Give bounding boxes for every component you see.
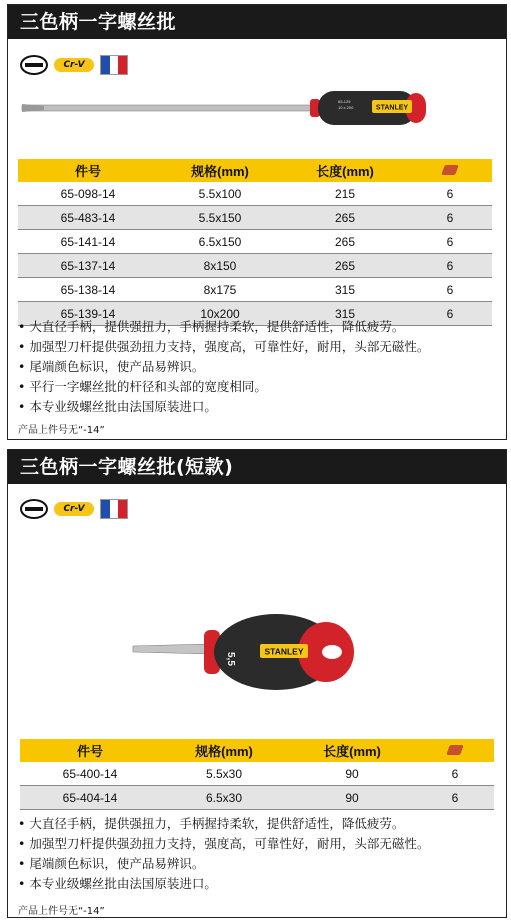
spec-cell: 5.5x150 (158, 206, 282, 230)
feature-list (18, 317, 429, 417)
spec-cell: 6.5x30 (160, 786, 288, 810)
spec-table (20, 739, 494, 810)
feature-item: • 平行一字螺丝批的杆径和头部的宽度相同。 (18, 377, 429, 397)
tool-marking-2: 10 x 200 (338, 105, 354, 110)
material-badge: Cr-V (54, 58, 94, 72)
feature-item: • 本专业级螺丝批由法国原装进口。 (18, 397, 429, 417)
slotted-tip-icon (20, 499, 48, 519)
spec-cell: 5.5x100 (158, 182, 282, 206)
slotted-tip-icon (20, 55, 48, 75)
size-marking: 5,5 (225, 652, 236, 666)
part-number-cell: 65-404-14 (20, 786, 160, 810)
spec-table (18, 159, 492, 326)
pack-qty-cell: 6 (408, 254, 492, 278)
col-length: 长度(mm) (288, 739, 416, 762)
pack-qty-cell: 6 (416, 762, 494, 786)
pack-qty-cell: 6 (408, 230, 492, 254)
product-section-2 (7, 449, 507, 918)
section-title: 三色柄一字螺丝批 (8, 5, 506, 39)
feature-item: • 尾端颜色标识，使产品易辨识。 (18, 357, 429, 377)
length-cell: 265 (282, 254, 408, 278)
col-spec: 规格(mm) (160, 739, 288, 762)
col-length: 长度(mm) (282, 159, 408, 182)
feature-item: • 加强型刀杆提供强劲扭力支持，强度高，可靠性好，耐用，头部无磁性。 (18, 834, 429, 854)
length-cell: 315 (282, 302, 408, 326)
feature-item: • 大直径手柄，提供强扭力，手柄握持柔软，提供舒适性，降低疲劳。 (18, 814, 429, 834)
feature-item: • 尾端颜色标识，使产品易辨识。 (18, 854, 429, 874)
spec-cell: 10x200 (158, 302, 282, 326)
feature-item: • 本专业级螺丝批由法国原装进口。 (18, 874, 429, 894)
part-number-cell: 65-139-14 (18, 302, 158, 326)
footnote: 产品上件号无“-14” (18, 906, 105, 917)
table-row (18, 254, 492, 278)
product-section-1 (7, 4, 507, 440)
brand-logo: STANLEY (375, 104, 409, 112)
section-title: 三色柄一字螺丝批(短款) (8, 450, 506, 484)
spec-badges (20, 55, 128, 75)
tool-marking-1: 65-125 (338, 99, 351, 104)
pack-qty-cell: 6 (408, 206, 492, 230)
part-number-cell: 65-483-14 (18, 206, 158, 230)
table-row (18, 278, 492, 302)
feature-item: • 大直径手柄，提供强扭力，手柄握持柔软，提供舒适性，降低疲劳。 (18, 317, 429, 337)
pack-qty-cell: 6 (408, 302, 492, 326)
spec-badges (20, 499, 128, 519)
package-icon (446, 745, 464, 755)
part-number-cell: 65-141-14 (18, 230, 158, 254)
table-row (20, 762, 494, 786)
table-row (18, 206, 492, 230)
part-number-cell: 65-400-14 (20, 762, 160, 786)
part-number-cell: 65-137-14 (18, 254, 158, 278)
spec-cell: 8x150 (158, 254, 282, 278)
france-flag-icon (100, 55, 128, 75)
spec-cell: 8x175 (158, 278, 282, 302)
col-part-no: 件号 (18, 159, 158, 182)
package-icon (441, 165, 459, 175)
length-cell: 90 (288, 762, 416, 786)
feature-list (18, 814, 429, 894)
footnote: 产品上件号无“-14” (18, 425, 105, 436)
table-row (18, 182, 492, 206)
col-pack (416, 739, 494, 762)
col-spec: 规格(mm) (158, 159, 282, 182)
length-cell: 265 (282, 206, 408, 230)
pack-qty-cell: 6 (416, 786, 494, 810)
table-row (18, 230, 492, 254)
col-part-no: 件号 (20, 739, 160, 762)
spec-cell: 6.5x150 (158, 230, 282, 254)
spec-cell: 5.5x30 (160, 762, 288, 786)
length-cell: 315 (282, 278, 408, 302)
col-pack (408, 159, 492, 182)
france-flag-icon (100, 499, 128, 519)
screwdriver-image (20, 77, 430, 139)
part-number-cell: 65-098-14 (18, 182, 158, 206)
length-cell: 265 (282, 230, 408, 254)
brand-logo: STANLEY (264, 646, 304, 657)
material-badge: Cr-V (54, 502, 94, 516)
length-cell: 90 (288, 786, 416, 810)
length-cell: 215 (282, 182, 408, 206)
part-number-cell: 65-138-14 (18, 278, 158, 302)
pack-qty-cell: 6 (408, 182, 492, 206)
table-row (20, 786, 494, 810)
pack-qty-cell: 6 (408, 278, 492, 302)
stubby-screwdriver-image (128, 610, 368, 710)
feature-item: • 加强型刀杆提供强劲扭力支持，强度高，可靠性好，耐用，头部无磁性。 (18, 337, 429, 357)
